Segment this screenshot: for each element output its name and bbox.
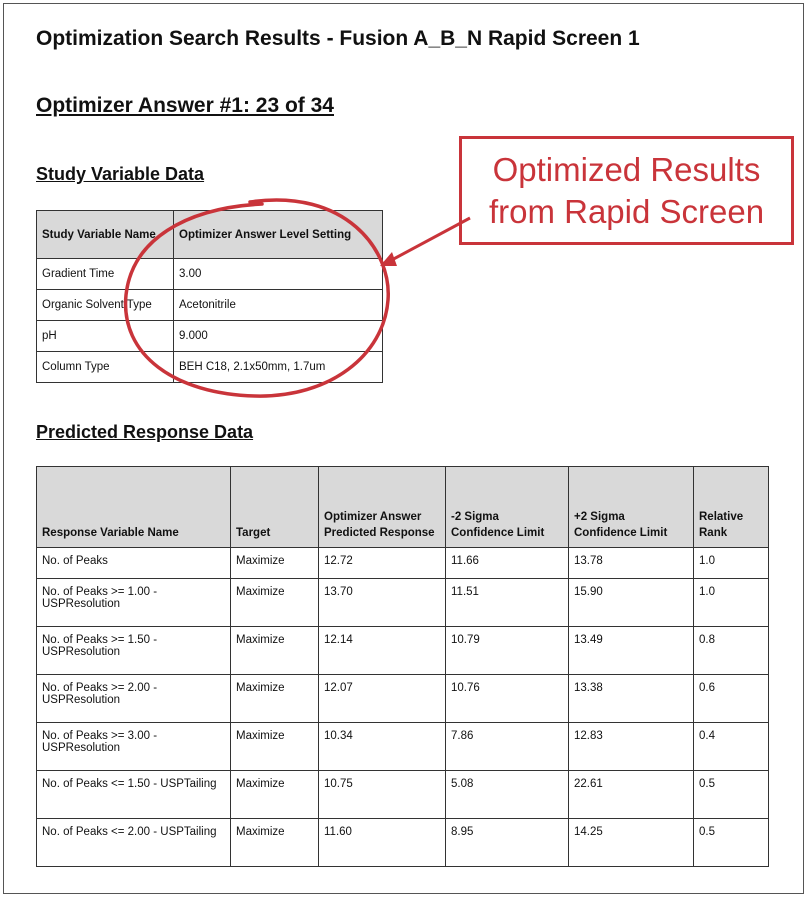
resp-rank: 0.5 [694,771,769,819]
resp-predicted: 12.72 [319,548,446,579]
resp-minus2sigma: 11.66 [446,548,569,579]
predicted-response-heading: Predicted Response Data [36,422,254,442]
resp-target: Maximize [231,771,319,819]
study-variable-setting: BEH C18, 2.1x50mm, 1.7um [174,352,383,383]
study-header-name: Study Variable Name [37,211,174,259]
study-variable-setting: 9.000 [174,321,383,352]
resp-predicted: 12.07 [319,675,446,723]
resp-target: Maximize [231,675,319,723]
study-header-setting: Optimizer Answer Level Setting [174,211,383,259]
answer-heading: Optimizer Answer #1: 23 of 34 [36,94,334,117]
resp-minus2sigma: 8.95 [446,819,569,867]
resp-minus2sigma: 7.86 [446,723,569,771]
resp-rank: 0.5 [694,819,769,867]
resp-rank: 1.0 [694,548,769,579]
resp-rank: 1.0 [694,579,769,627]
resp-plus2sigma: 22.61 [569,771,694,819]
callout-line-2: from Rapid Screen [488,193,765,230]
resp-header-target: Target [231,467,319,548]
resp-plus2sigma: 13.49 [569,627,694,675]
resp-predicted: 11.60 [319,819,446,867]
resp-rank: 0.6 [694,675,769,723]
resp-rank: 0.4 [694,723,769,771]
callout-arrow-head [380,252,397,266]
study-variable-name: Organic Solvent Type [37,290,174,321]
resp-plus2sigma: 14.25 [569,819,694,867]
resp-target: Maximize [231,579,319,627]
resp-predicted: 10.34 [319,723,446,771]
resp-variable: No. of Peaks [37,548,231,579]
resp-minus2sigma: 10.79 [446,627,569,675]
resp-header-plus2sigma: +2 Sigma Confidence Limit [569,467,694,548]
resp-plus2sigma: 13.38 [569,675,694,723]
resp-plus2sigma: 12.83 [569,723,694,771]
resp-target: Maximize [231,819,319,867]
resp-header-rank: Relative Rank [694,467,769,548]
callout-line-1: Optimized Results [492,151,761,188]
resp-header-minus2sigma: -2 Sigma Confidence Limit [446,467,569,548]
resp-header-variable: Response Variable Name [37,467,231,548]
study-variable-setting: 3.00 [174,259,383,290]
resp-variable: No. of Peaks <= 2.00 - USPTailing [37,819,231,867]
resp-predicted: 13.70 [319,579,446,627]
resp-predicted: 10.75 [319,771,446,819]
resp-plus2sigma: 15.90 [569,579,694,627]
resp-variable: No. of Peaks >= 1.50 - USPResolution [37,627,231,675]
resp-rank: 0.8 [694,627,769,675]
study-variable-name: Gradient Time [37,259,174,290]
resp-variable: No. of Peaks >= 1.00 - USPResolution [37,579,231,627]
resp-plus2sigma: 13.78 [569,548,694,579]
resp-target: Maximize [231,548,319,579]
study-variable-setting: Acetonitrile [174,290,383,321]
resp-predicted: 12.14 [319,627,446,675]
resp-header-predicted: Optimizer Answer Predicted Response [319,467,446,548]
resp-minus2sigma: 11.51 [446,579,569,627]
resp-variable: No. of Peaks >= 2.00 - USPResolution [37,675,231,723]
resp-target: Maximize [231,627,319,675]
resp-minus2sigma: 10.76 [446,675,569,723]
report-title: Optimization Search Results - Fusion A_B_N Rapid Screen 1 [36,27,640,50]
study-variable-heading: Study Variable Data [36,164,205,184]
resp-variable: No. of Peaks <= 1.50 - USPTailing [37,771,231,819]
callout-arrow-line [388,218,470,262]
study-variable-name: Column Type [37,352,174,383]
resp-target: Maximize [231,723,319,771]
resp-variable: No. of Peaks >= 3.00 - USPResolution [37,723,231,771]
resp-minus2sigma: 5.08 [446,771,569,819]
highlight-circle [126,200,389,396]
study-variable-name: pH [37,321,174,352]
